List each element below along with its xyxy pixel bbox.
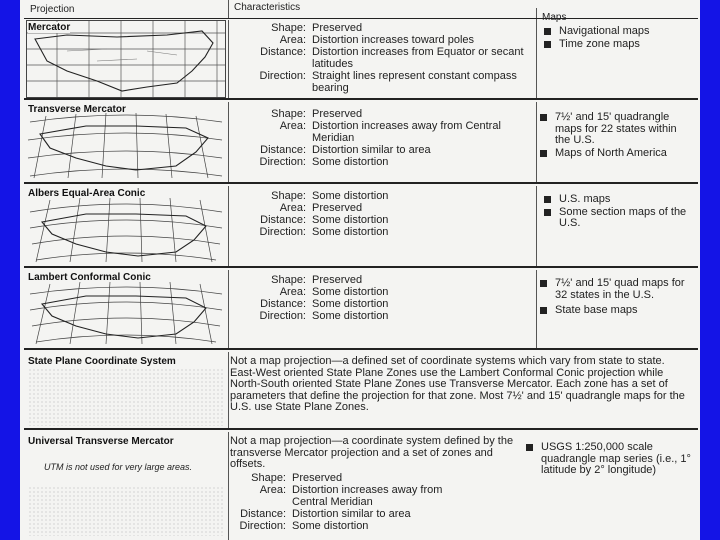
projection-title-lambert: Lambert Conformal Conic bbox=[28, 272, 151, 283]
bullet-icon bbox=[540, 307, 547, 314]
bullet-icon bbox=[540, 114, 547, 121]
bullet-icon bbox=[544, 196, 551, 203]
column-header-projection: Projection bbox=[30, 4, 75, 15]
transverse-mercator-characteristics: Shape: Preserved Area: Distortion increases away from Central Meridian Distance: Distortion similar to area Direction: Some distortion bbox=[259, 108, 501, 168]
column-header-characteristics: Characteristics bbox=[234, 2, 301, 13]
row-utm bbox=[20, 432, 700, 540]
row-rule bbox=[24, 98, 698, 100]
utm-note: UTM is not used for very large areas. bbox=[43, 462, 193, 472]
bullet-icon bbox=[544, 209, 551, 216]
row-albers bbox=[20, 186, 700, 266]
projection-title-utm: Universal Transverse Mercator bbox=[28, 436, 174, 447]
row-mercator bbox=[20, 20, 700, 98]
row-rule bbox=[24, 266, 698, 268]
utm-characteristics: Shape: Preserved Area: Distortion increases away from Central Meridian Distance: Distortion similar to area Direction: Some distortion bbox=[239, 472, 443, 532]
utm-description: Not a map projection—a coordinate system defined by the transverse Mercator projection and a set of zones and offsets. bbox=[230, 435, 514, 470]
albers-characteristics: Shape: Some distortion Area: Preserved Distance: Some distortion Direction: Some distortion bbox=[259, 190, 389, 238]
transverse-mercator-maps-list: 7½' and 15' quadrangle maps for 22 states within the U.S. Maps of North America bbox=[540, 112, 690, 160]
mercator-maps-list: Navigational maps Time zone maps bbox=[544, 26, 650, 51]
bullet-icon bbox=[540, 150, 547, 157]
projections-table-sheet bbox=[20, 0, 700, 540]
transverse-mercator-map-thumbnail bbox=[26, 112, 224, 180]
row-rule bbox=[24, 182, 698, 184]
row-state-plane bbox=[20, 352, 700, 428]
lambert-map-thumbnail bbox=[26, 282, 224, 344]
state-plane-description: Not a map projection—a defined set of coordinate systems which vary from state to state. East-West oriented State Plane Zones use the Lambert Conformal Conic projection while North-South oriented State Plane Zones use Transverse Mercator. Each zone has a set of parameters that define the projection for that zone. Most 7½' and 15' quadrangle maps for the U.S. use State Plane Zones. bbox=[230, 355, 685, 413]
bullet-icon bbox=[540, 280, 547, 287]
projection-title-mercator: Mercator bbox=[28, 22, 71, 33]
column-header-maps: Maps bbox=[542, 12, 567, 23]
state-plane-map-faded bbox=[28, 368, 224, 426]
albers-maps-list: U.S. maps Some section maps of the U.S. bbox=[544, 194, 692, 231]
bullet-icon bbox=[526, 444, 533, 451]
bullet-icon bbox=[544, 41, 551, 48]
bullet-icon bbox=[544, 28, 551, 35]
row-lambert bbox=[20, 270, 700, 348]
lambert-maps-list: 7½' and 15' quad maps for 32 states in the U.S. State base maps bbox=[540, 278, 690, 318]
row-rule bbox=[24, 348, 698, 350]
albers-map-thumbnail bbox=[26, 198, 224, 264]
utm-map-faded bbox=[28, 486, 224, 536]
row-transverse-mercator bbox=[20, 102, 700, 182]
projection-title-albers: Albers Equal-Area Conic bbox=[28, 188, 146, 199]
projection-title-transverse-mercator: Transverse Mercator bbox=[28, 104, 126, 115]
mercator-characteristics: Shape: Preserved Area: Distortion increases toward poles Distance: Distortion increases from Equator or secant latitudes Direction: Straight lines represent constant compass bearing bbox=[259, 22, 524, 94]
lambert-characteristics: Shape: Preserved Area: Some distortion Distance: Some distortion Direction: Some distortion bbox=[259, 274, 389, 322]
header-rule bbox=[24, 18, 698, 19]
row-rule bbox=[24, 428, 698, 430]
projection-title-state-plane: State Plane Coordinate System bbox=[28, 356, 176, 367]
header-divider bbox=[228, 0, 229, 18]
utm-maps-list: USGS 1:250,000 scale quadrangle map series (i.e., 1° latitude by 2° longitude) bbox=[526, 442, 692, 478]
